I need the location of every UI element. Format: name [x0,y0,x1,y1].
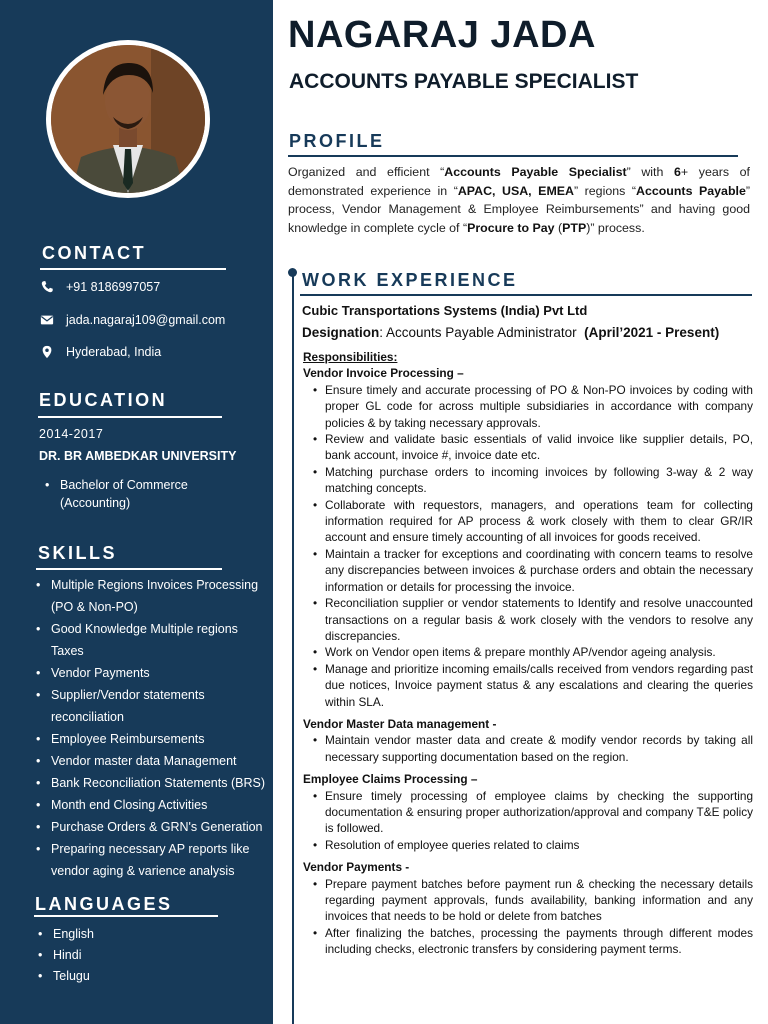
skill-item: • Good Knowledge Multiple regions Taxes [36,618,268,662]
location-text: Hyderabad, India [66,345,162,359]
responsibility-list [303,732,753,765]
responsibility-list [303,876,753,958]
location-pin-icon [40,345,54,359]
profile-text-run: ” with [626,165,674,179]
timeline-line [292,272,294,1024]
language-item: • English [38,924,238,945]
responsibility-list [303,382,753,710]
responsibility-item: • Prepare payment batches before payment run & checking the necessary details regarding payment approvals, funds availability, banking information and any invoices that needs to be hold or delete from batches [303,876,753,925]
responsibility-group-heading: Vendor Master Data management - [303,716,497,731]
education-degree: • Bachelor of Commerce (Accounting) [45,476,215,512]
responsibility-item: • Maintain a tracker for exceptions and coordinating with concern teams to resolve any discrepancies between invoices & purchase orders and obtain the necessary information or details for processing the invoice. [303,546,753,595]
responsibility-list [303,788,753,854]
languages-title: LANGUAGES [35,894,173,914]
education-title: EDUCATION [39,390,168,410]
education-years: 2014-2017 [39,427,104,441]
profile-divider [288,155,738,157]
work-experience-title: WORK EXPERIENCE [302,270,518,290]
company-name: Cubic Transportations Systems (India) Pvt Ltd [302,303,588,318]
languages-list [38,924,238,987]
skill-item: • Vendor master data Management [36,750,268,772]
responsibility-item: • Maintain vendor master data and create & modify vendor records by taking all necessary supporting documentation based on the region. [303,732,753,765]
candidate-name: NAGARAJ JADA [288,14,596,56]
sidebar [0,0,273,1024]
responsibility-item: • Resolution of employee queries related to claims [303,837,753,853]
contact-divider [40,268,226,270]
skill-item: • Employee Reimbursements [36,728,268,750]
responsibility-item: • Work on Vendor open items & prepare monthly AP/vendor ageing analysis. [303,644,753,660]
profile-text-run: ( [554,220,563,235]
designation [302,325,719,340]
contact-location [40,345,161,359]
responsibility-group-heading: Vendor Invoice Processing – [303,366,464,381]
responsibility-group [303,365,753,710]
responsibility-item: • Ensure timely and accurate processing of PO & Non-PO invoices by coding with proper GL code for across multiple subsidiaries in accordance with company policies & by taking necessary approvals. [303,382,753,431]
education-divider [38,416,222,418]
phone-text: +91 8186997057 [66,280,161,294]
skill-item: • Preparing necessary AP reports like vendor aging & varience analysis [36,838,268,882]
profile-text-run: Accounts Payable [636,183,746,198]
responsibility-group [303,859,753,957]
email-text: jada.nagaraj109@gmail.com [66,313,226,327]
contact-phone[interactable] [40,280,160,294]
profile-title: PROFILE [289,131,385,151]
skill-item: • Bank Reconciliation Statements (BRS) [36,772,268,794]
responsibility-group-heading: Employee Claims Processing – [303,772,478,787]
responsibility-item: • Review and validate basic essentials of valid invoice like supplier details, PO, bank account, invoice #, invoice date etc. [303,431,753,464]
responsibility-item: • Ensure timely processing of employee claims by checking the supporting documentation & ensuring proper authorization/approval and company T&E policy is followed. [303,788,753,837]
profile-summary [288,163,750,237]
employment-period: (April’2021 - Present) [584,325,720,340]
designation-value: : Accounts Payable Administrator [379,325,577,340]
profile-text-run: )” process. [586,220,645,235]
skills-title: SKILLS [38,543,118,563]
responsibility-item: • Reconciliation supplier or vendor statements to Identify and resolve unaccounted transactions on a regular basis & work closely with the vendors to resolve any discrepancies. [303,595,753,644]
responsibility-item: • Manage and prioritize incoming emails/calls received from vendors regarding past due notices, Invoice payment status & any escalations and clearing the queries within SLA. [303,661,753,710]
work-experience-divider [300,294,752,296]
responsibility-group [303,771,753,853]
profile-text-run: + years of demonstrated experience in “ [288,165,750,198]
responsibilities-label: Responsibilities: [303,350,398,364]
profile-photo-image [51,45,205,193]
contact-email[interactable] [40,313,225,327]
education-degree-list [45,476,215,512]
email-icon [40,313,54,327]
profile-text-run: Accounts Payable Specialist [444,165,627,179]
profile-text-run: ” process, Vendor Management & Employee Reimbursements” and having good knowledge in complete cycle of “ [288,183,750,235]
responsibilities [303,349,753,958]
candidate-role: ACCOUNTS PAYABLE SPECIALIST [289,70,639,93]
profile-text-run: Organized and efficient “ [288,165,445,179]
language-item: • Telugu [38,966,238,987]
skills-list [36,574,268,882]
profile-text-run: 6 [674,165,681,179]
profile-text-run: Procure to Pay [467,220,555,235]
skill-item: • Month end Closing Activities [36,794,268,816]
profile-text-run: APAC, USA, EMEA [457,183,574,198]
skills-divider [36,568,222,570]
responsibility-group-heading: Vendor Payments - [303,860,410,875]
responsibility-item: • Matching purchase orders to incoming invoices by following 3-way & 2 way matching concepts. [303,464,753,497]
responsibility-item: • Collaborate with requestors, managers, and operations team for collecting information required for AP process & work closely with them to clear GR/IR account and ensure timely accounting of all invoices for goods received. [303,497,753,546]
contact-title: CONTACT [42,243,147,263]
responsibility-item: • After finalizing the batches, processing the payments through different modes including checks, electronic transfers by considering payment terms. [303,925,753,958]
skill-item: • Vendor Payments [36,662,268,684]
languages-divider [34,915,218,917]
skill-item: • Multiple Regions Invoices Processing (PO & Non-PO) [36,574,268,618]
language-item: • Hindi [38,945,238,966]
profile-text-run: ” regions “ [573,183,636,198]
designation-label: Designation [302,325,380,340]
phone-icon [40,280,54,294]
education-university: DR. BR AMBEDKAR UNIVERSITY [39,449,237,463]
profile-photo [46,40,210,198]
skill-item: • Supplier/Vendor statements reconciliation [36,684,268,728]
responsibility-group [303,716,753,765]
profile-text-run: PTP [562,220,587,235]
skill-item: • Purchase Orders & GRN's Generation [36,816,268,838]
